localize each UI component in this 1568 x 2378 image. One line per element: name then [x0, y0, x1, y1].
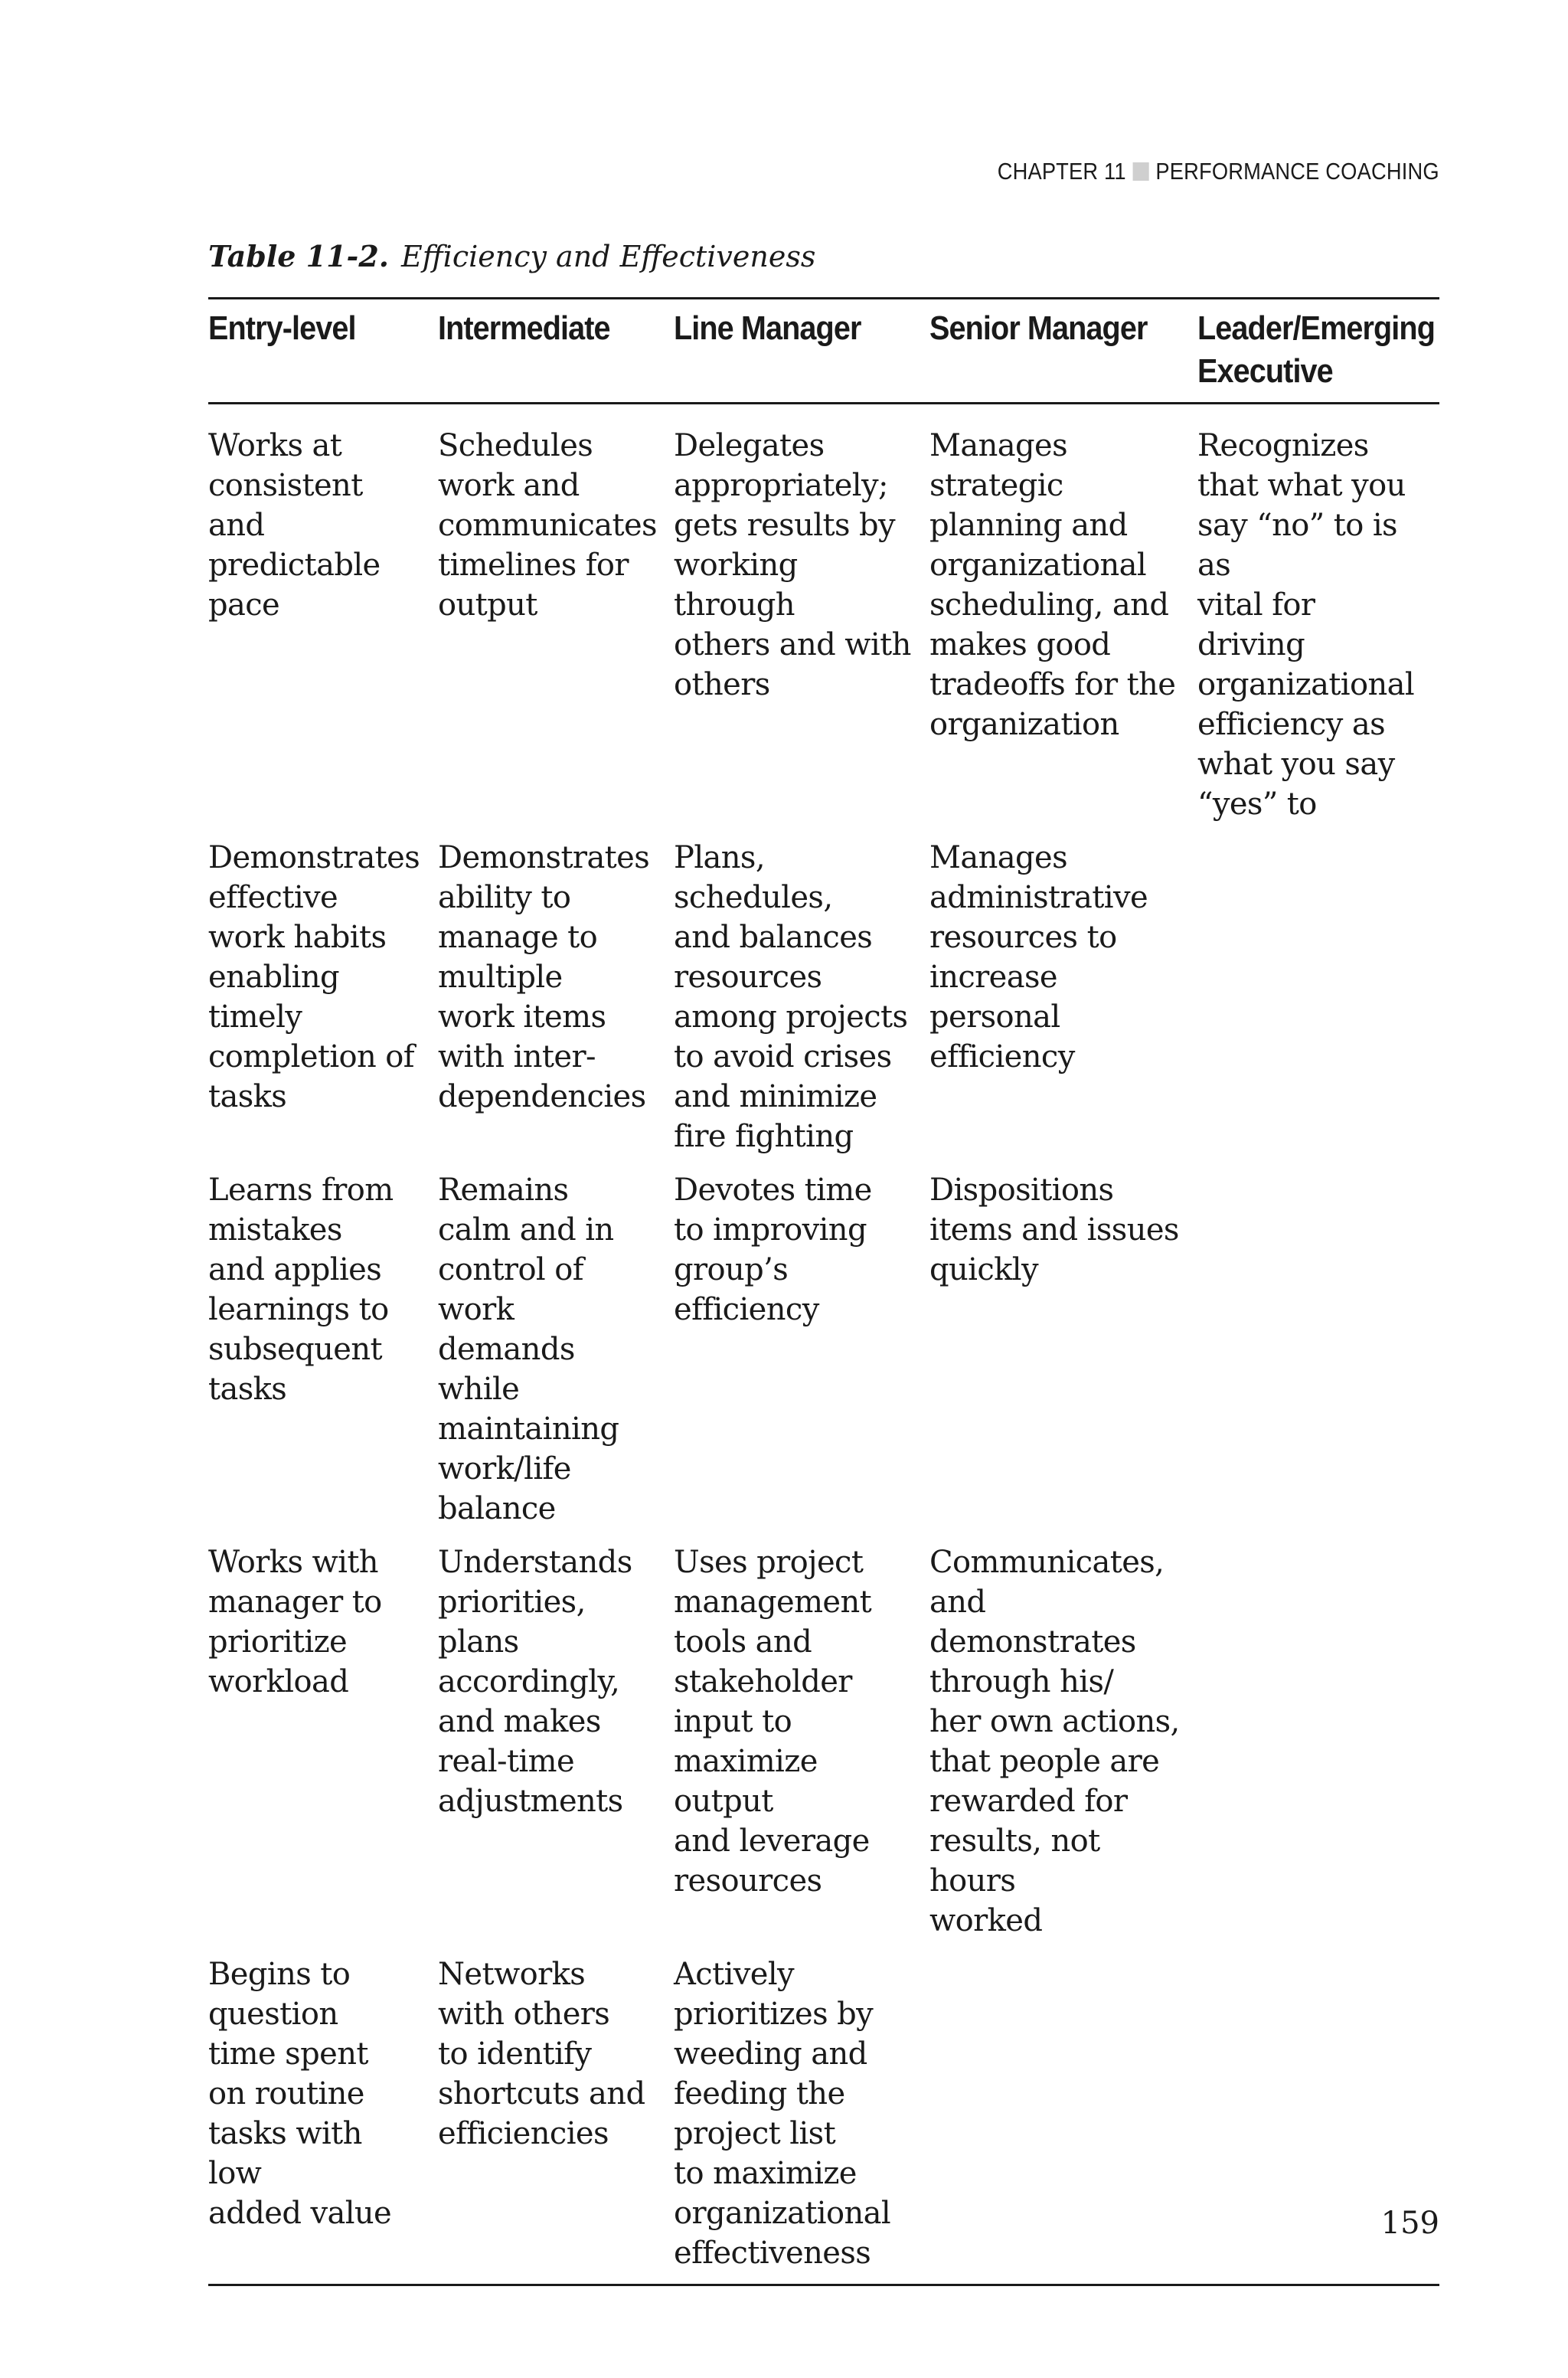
table-body [208, 404, 1439, 2285]
table-cell [929, 1954, 1197, 2285]
table-cell: Networks with others to identify shortcuts and efficiencies [438, 1957, 645, 2151]
table-cell: Uses project management tools and stakeholder input to maximize output and leverage resources [674, 1545, 872, 1899]
table-cell: Delegates appropriately; gets results by working through others and with others [674, 428, 911, 702]
table-caption-number: Table 11-2. [208, 239, 389, 273]
table-cell: Dispositions items and issues quickly [929, 1173, 1179, 1287]
table-row [208, 838, 1439, 1170]
table-row [208, 404, 1439, 839]
table-cell: Demonstrates effective work habits enabling timely completion of tasks [208, 840, 420, 1114]
running-head-title: PERFORMANCE COACHING [1155, 158, 1439, 185]
column-header-line-manager: Line Manager [674, 309, 861, 347]
table-cell: Understands priorities, plans accordingly, and makes real-time adjustments [438, 1545, 632, 1819]
header-row [208, 299, 1439, 404]
table-cell: Communicates, and demonstrates through his/ her own actions, that people are rewarded for results, not hours worked [929, 1545, 1180, 1938]
table-header [208, 299, 1439, 404]
table-cell: Remains calm and in control of work demands while maintaining work/life balance [438, 1173, 619, 1526]
table-cell: Schedules work and communicates timelines for output [438, 428, 657, 623]
separator-square-icon [1133, 162, 1149, 181]
table-caption [208, 239, 815, 273]
table-row [208, 1170, 1439, 1542]
efficiency-effectiveness-table [208, 297, 1439, 2286]
table-cell: Works with manager to prioritize workload [208, 1545, 382, 1699]
running-head [998, 158, 1439, 185]
running-head-chapter: CHAPTER 11 [997, 158, 1126, 185]
table-cell [1197, 1170, 1439, 1542]
table-cell: Demonstrates ability to manage to multiple work items with inter- dependencies [438, 840, 650, 1114]
table-cell: Works at consistent and predictable pace [208, 428, 381, 623]
table-caption-title: Efficiency and Effectiveness [401, 240, 816, 273]
table-cell [1197, 838, 1439, 1170]
table-cell: Recognizes that what you say “no” to is as vital for driving organizational efficiency as what you say “yes” to [1197, 428, 1415, 822]
table-row [208, 1542, 1439, 1954]
table-cell: Plans, schedules, and balances resources among projects to avoid crises and minimize fire fighting [674, 840, 908, 1154]
table-cell: Begins to question time spent on routine tasks with low added value [208, 1957, 392, 2231]
table-row [208, 1954, 1439, 2285]
table-cell: Manages strategic planning and organizational scheduling, and makes good tradeoffs for the organization [929, 428, 1176, 742]
column-header-leader-emerging-executive: Leader/Emerging Executive [1197, 309, 1435, 390]
column-header-senior-manager: Senior Manager [929, 309, 1148, 347]
table-cell [1197, 1542, 1439, 1954]
column-header-entry-level: Entry-level [208, 309, 356, 347]
page-number: 159 [1380, 2206, 1439, 2241]
table-cell: Devotes time to improving group’s efficiency [674, 1173, 872, 1327]
efficiency-table-container [208, 297, 1439, 2286]
table-cell: Manages administrative resources to increase personal efficiency [929, 840, 1148, 1075]
column-header-intermediate: Intermediate [438, 309, 610, 347]
table-cell: Learns from mistakes and applies learnings to subsequent tasks [208, 1173, 394, 1407]
table-cell: Actively prioritizes by weeding and feeding the project list to maximize organizational effectiveness [674, 1957, 891, 2271]
